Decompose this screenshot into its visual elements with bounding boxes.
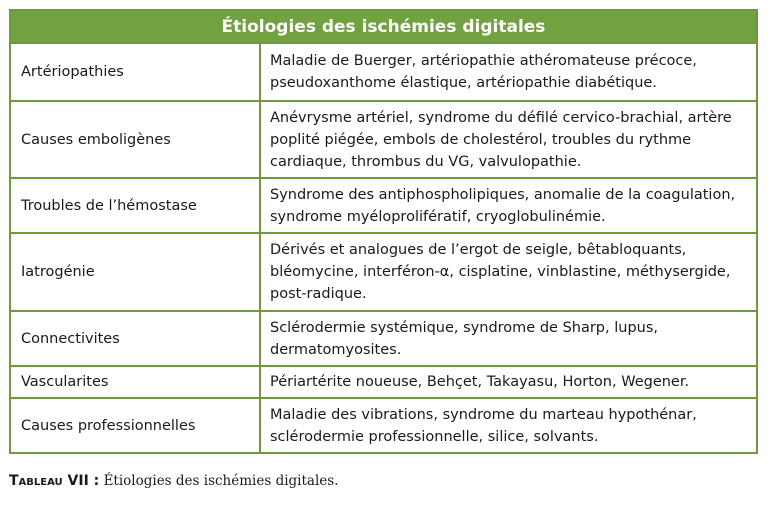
cause-cell: Iatrogénie — [11, 234, 261, 310]
table-row — [11, 310, 756, 365]
table-row — [11, 100, 756, 177]
etiology-table — [9, 9, 758, 454]
cause-cell: Artériopathies — [11, 44, 261, 100]
cause-cell: Connectivites — [11, 312, 261, 365]
details-cell: Sclérodermie systémique, syndrome de Sharp, lupus, dermatomyosites. — [270, 319, 659, 358]
table-row — [11, 397, 756, 452]
cause-cell: Troubles de l’hémostase — [11, 179, 261, 232]
caption-label: Tableau VII : — [9, 473, 100, 489]
cause-cell: Causes professionnelles — [11, 399, 261, 452]
table-row — [11, 232, 756, 310]
details-cell: Anévrysme artériel, syndrome du défilé cervico-brachial, artère poplité piégée, embols de cholestérol, troubles du rythme cardiaque, thrombus du VG, valvulopathie. — [270, 109, 732, 170]
caption-text: Étiologies des ischémies digitales. — [103, 473, 339, 489]
details-cell: Périartérite noueuse, Behçet, Takayasu, Horton, Wegener. — [270, 374, 690, 390]
details-cell: Maladie des vibrations, syndrome du marteau hypothénar, sclérodermie professionnelle, silice, solvants. — [270, 406, 697, 445]
table-row — [11, 177, 756, 232]
table-caption — [9, 473, 339, 489]
table-row — [11, 365, 756, 397]
table-row — [11, 44, 756, 100]
details-cell: Dérivés et analogues de l’ergot de seigle, bêtabloquants, bléomycine, interféron-α, cisplatine, vinblastine, méthysergide, post-radique. — [270, 242, 731, 302]
cause-cell: Causes emboligènes — [11, 102, 261, 177]
details-cell: Syndrome des antiphospholipiques, anomalie de la coagulation, syndrome myéloprolifératif, cryoglobulinémie. — [270, 186, 736, 225]
table-title: Étiologies des ischémies digitales — [11, 11, 756, 44]
cause-cell: Vascularites — [11, 367, 261, 397]
details-cell: Maladie de Buerger, artériopathie athéromateuse précoce, pseudoxanthome élastique, artériopathie diabétique. — [270, 53, 697, 91]
